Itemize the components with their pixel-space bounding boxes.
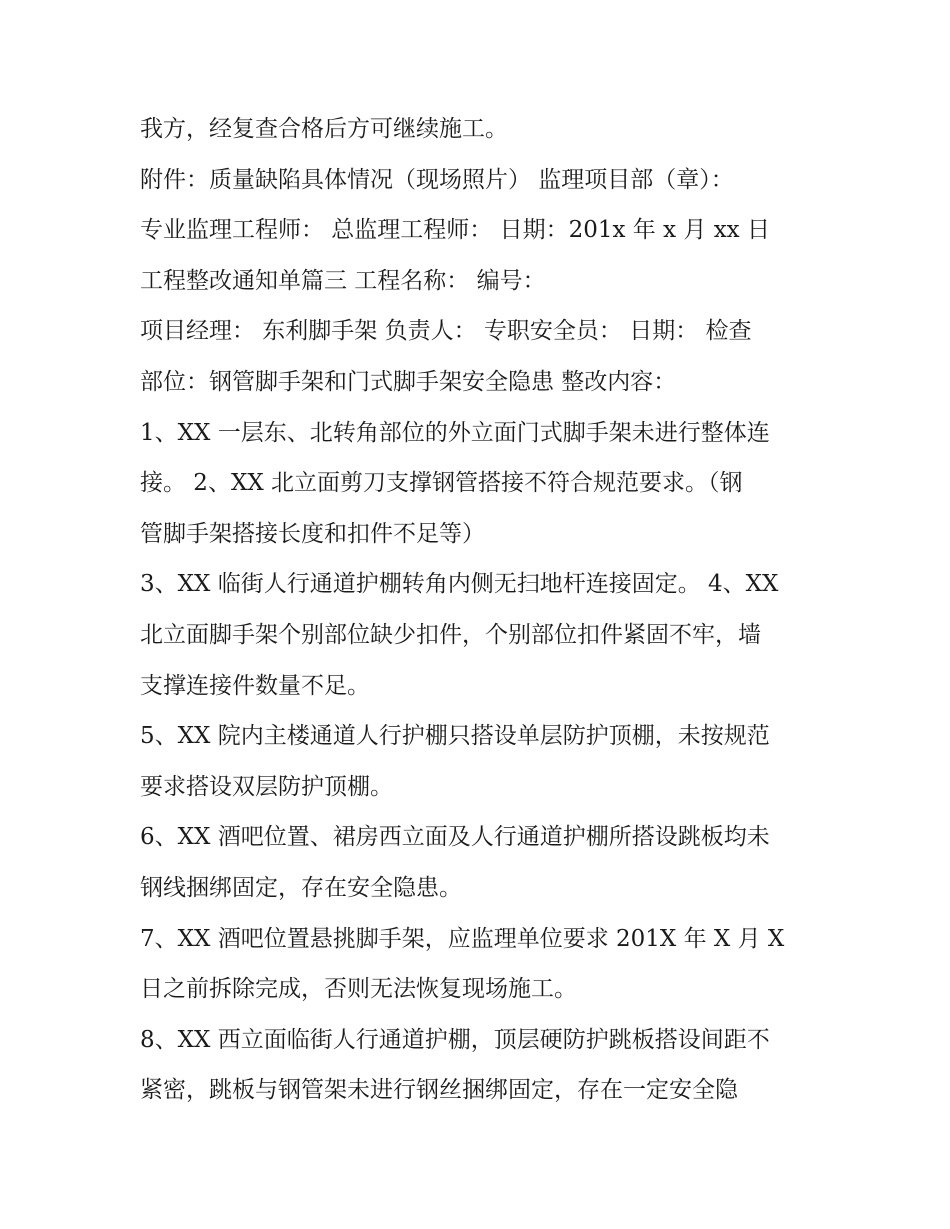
- text-line-2: 附件：质量缺陷具体情况（现场照片） 监理项目部（章）：: [140, 166, 734, 193]
- text-line-8: 接。 2、XX 北立面剪刀支撑钢管搭接不符合规范要求。（钢: [140, 470, 743, 497]
- text-line-17: 7、XX 酒吧位置悬挑脚手架，应监理单位要求 201X 年 X 月 X: [140, 925, 785, 952]
- text-line-20: 紧密，跳板与钢管架未进行钢丝捆绑固定，存在一定安全隐: [140, 1077, 738, 1104]
- text-line-14: 要求搭设双层防护顶棚。: [140, 773, 393, 800]
- text-line-16: 钢线捆绑固定，存在安全隐患。: [140, 874, 462, 901]
- text-line-10: 3、XX 临街人行通道护棚转角内侧无扫地杆连接固定。 4、XX: [140, 571, 779, 598]
- text-line-15: 6、XX 酒吧位置、裙房西立面及人行通道护棚所搭设跳板均未: [140, 824, 770, 851]
- text-line-11: 北立面脚手架个别部位缺少扣件，个别部位扣件紧固不牢，墙: [140, 621, 761, 648]
- text-line-6: 部位：钢管脚手架和门式脚手架安全隐患 整改内容：: [140, 368, 677, 395]
- text-line-3: 专业监理工程师： 总监理工程师： 日期：201x 年 x 月 xx 日: [140, 217, 770, 244]
- text-line-18: 日之前拆除完成，否则无法恢复现场施工。: [140, 976, 577, 1003]
- text-line-9: 管脚手架搭接长度和扣件不足等）: [140, 520, 485, 547]
- text-line-5: 项目经理： 东利脚手架 负责人： 专职安全员： 日期： 检查: [140, 318, 752, 345]
- text-line-7: 1、XX 一层东、北转角部位的外立面门式脚手架未进行整体连: [140, 419, 770, 446]
- text-line-13: 5、XX 院内主楼通道人行护棚只搭设单层防护顶棚，未按规范: [140, 723, 770, 750]
- text-line-19: 8、XX 西立面临街人行通道护棚，顶层硬防护跳板搭设间距不: [140, 1026, 770, 1053]
- document-body: [140, 104, 830, 1116]
- text-line-1: 我方，经复查合格后方可继续施工。: [140, 116, 508, 142]
- text-line-12: 支撑连接件数量不足。: [140, 672, 370, 699]
- text-line-4: 工程整改通知单篇三 工程名称： 编号：: [140, 267, 546, 294]
